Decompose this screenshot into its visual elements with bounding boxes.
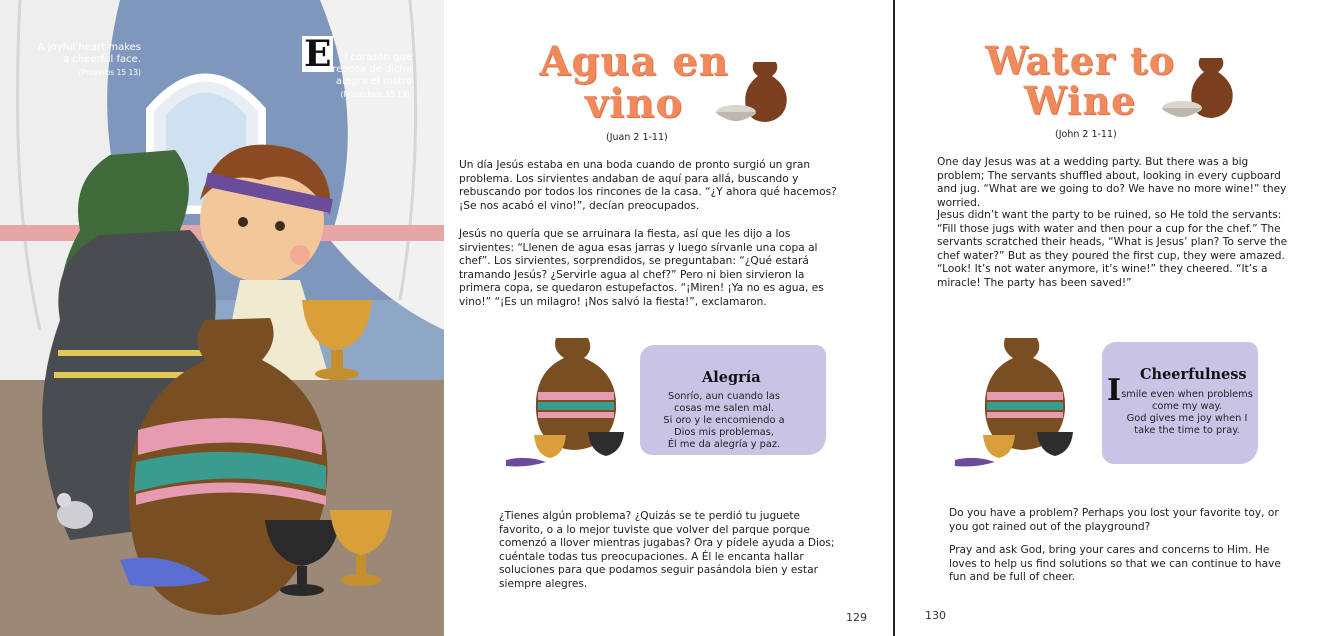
- caption-dropcap: E: [304, 33, 332, 75]
- spanish-page-number: 129: [846, 611, 867, 624]
- spanish-title: Agua en vino: [539, 38, 729, 127]
- caption-spanish: E l corazón que rebosa de dicha alegra el rostro (Proverbios 15 13).: [304, 33, 412, 99]
- illustration-page: [0, 0, 444, 636]
- english-box-dropcap: I: [1107, 373, 1122, 408]
- jug-bowl-icon: [714, 58, 794, 128]
- spanish-para-1: Un día Jesús estaba en una boda cuando de pronto surgió un gran problema. Los sirvientes andaban de aquí para allá, buscando y rebuscando por todos los rincones de la casa. “¿Y ahora qué hacemos? ¡Se nos acabó el vino!”, decían preocupados.: [459, 159, 837, 212]
- english-box-text: smile even when problems come my way. God gives me joy when I take the time to pray.: [1121, 389, 1253, 436]
- english-box-title: Cheerfulness: [1140, 366, 1247, 383]
- english-para-1: One day Jesus was at a wedding party. But there was a big problem; The servants shuffled about, looking in every cupboard and jug. “What are we going to do? We have no more wine!” they worried.: [937, 156, 1287, 209]
- spanish-reference: (Juan 2 1-11): [606, 132, 668, 143]
- spanish-page: [444, 0, 894, 636]
- english-para-2: Jesus didn’t want the party to be ruined, so He told the servants: “Fill those jugs with water and then pour a cup for the chef.” The servants scratched their heads, “What is Jesus’ plan? To serve the chef water?” But as they poured the first cup, they were amazed. “Look! It’s not water anymore, it’s wine!” they cheered. “It’s a miracle! The party has been saved!”: [937, 209, 1288, 289]
- english-title: Water to Wine: [985, 38, 1175, 123]
- spanish-para-3: ¿Tienes algún problema? ¿Quizás se te perdió tu juguete favorito, o a lo mejor tuviste que volver del parque porque comenzó a llover mientras jugabas? Ora y pídele ayuda a Dios; cuéntale todas tus preocupaciones. A Él le encanta hallar soluciones para que podamos seguir pasándola bien y estar siempre alegres.: [499, 510, 835, 590]
- english-reference: (John 2 1-11): [1055, 129, 1117, 140]
- jug-cups-icon: [955, 330, 1095, 470]
- english-para-3: Do you have a problem? Perhaps you lost your favorite toy, or you got rained out of the playground?: [949, 507, 1279, 533]
- english-page: [895, 0, 1334, 636]
- caption-english: A joyful heart makes a cheerful face. (Proverbs 15 13): [37, 42, 141, 77]
- english-para-4: Pray and ask God, bring your cares and concerns to Him. He loves to help us find solutions so that we can continue to have fun and be full of cheer.: [949, 544, 1281, 584]
- spanish-para-2: Jesús no quería que se arruinara la fiesta, así que les dijo a los sirvientes: “Llenen de agua esas jarras y luego sírvanle una copa al chef”. Los sirvientes, sorprendidos, se preguntaban: “¿Qué estará tramando Jesús? ¿Servirle agua al chef?” Pero ni bien sirvieron la primera copa, se quedaron estupefactos. “¡Miren! ¡Ya no es agua, es vino!” “¡Es un milagro! ¡Nos salvó la fiesta!”, exclamaron.: [459, 228, 824, 308]
- jug-bowl-icon: [1160, 54, 1240, 124]
- jug-cups-icon: [506, 330, 646, 470]
- spanish-box-text: Sonrío, aun cuando las cosas me salen mal. Si oro y le encomiendo a Dios mis problemas, Él me da alegría y paz.: [663, 391, 785, 450]
- spanish-box-title: Alegría: [702, 369, 761, 386]
- english-page-number: 130: [925, 609, 946, 622]
